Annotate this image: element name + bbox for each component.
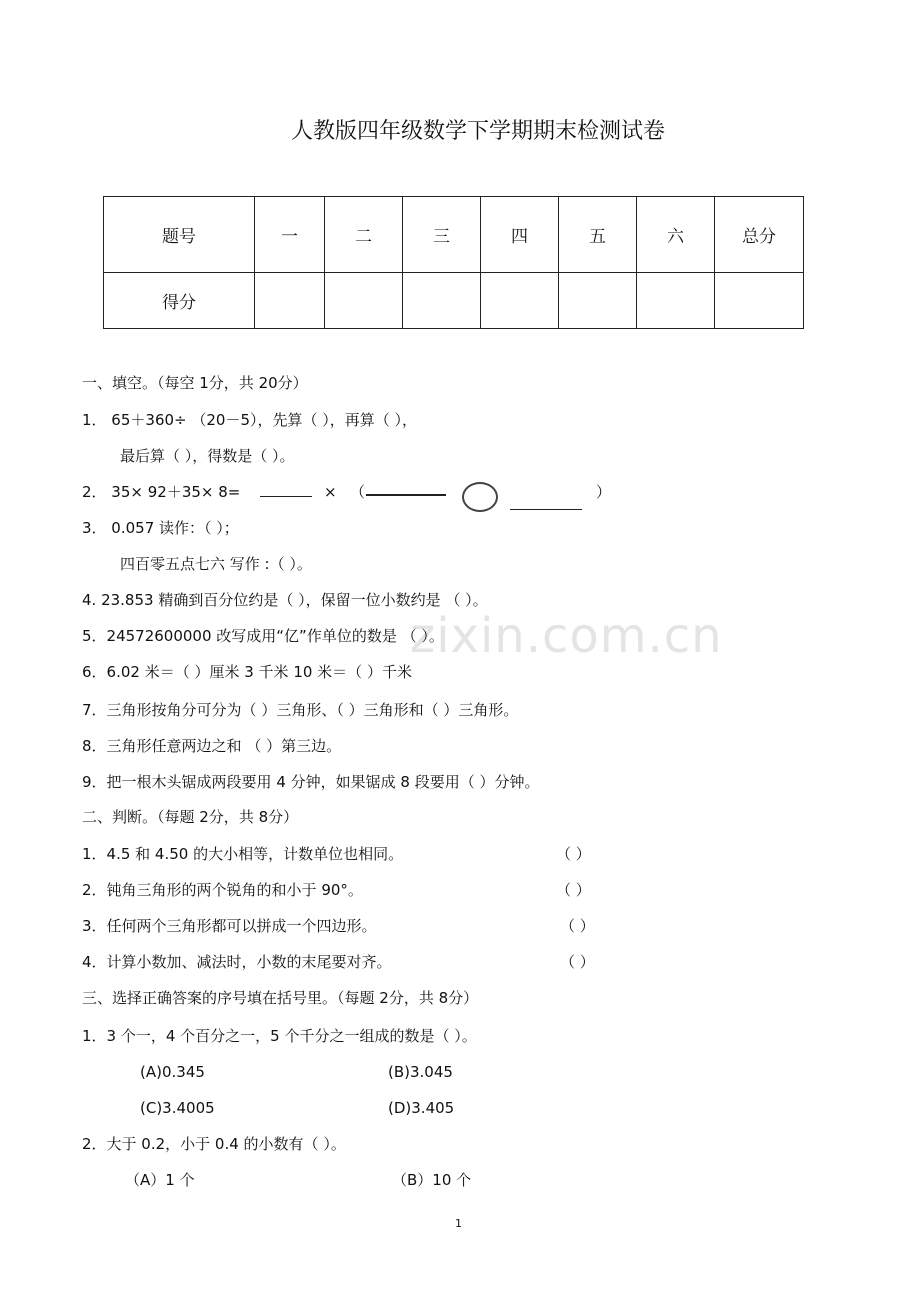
choice-question-1: 1．3 个一，4 个百分之一，5 个千分之一组成的数是（ ）。 [82, 1027, 477, 1045]
header-cell: 六 [637, 197, 715, 273]
score-table [103, 196, 804, 329]
score-cell[interactable] [715, 273, 804, 329]
question-5: 5．24572600000 改写成用“亿”作单位的数是 （ ）。 [82, 627, 444, 645]
q2-paren-open: （ [350, 483, 366, 501]
header-cell: 题号 [104, 197, 255, 273]
judge-question-2: 2．钝角三角形的两个锐角的和小于 90°。 [82, 881, 363, 899]
question-3-cont: 四百零五点七六 写作 :（ ）。 [120, 555, 312, 573]
score-cell[interactable] [481, 273, 559, 329]
score-cell[interactable] [325, 273, 403, 329]
q2-times: × [324, 483, 337, 501]
option-b[interactable]: (B)3.045 [388, 1063, 453, 1081]
q2-paren-close: ） [596, 483, 612, 501]
header-cell: 总分 [715, 197, 804, 273]
judge-question-1: 1．4.5 和 4.50 的大小相等，计数单位也相同。 [82, 845, 404, 863]
question-3: 3． 0.057 读作：（ ）； [82, 519, 239, 537]
operator-circle [462, 482, 498, 512]
option-a[interactable]: （A）1 个 [125, 1171, 195, 1189]
question-1: 1． 65＋360÷ （20－5），先算（ ），再算（ ）， [82, 411, 418, 429]
option-d[interactable]: (D)3.405 [388, 1099, 455, 1117]
blank-line [260, 496, 312, 497]
question-4: 4. 23.853 精确到百分位约是（ ），保留一位小数约是 （ ）。 [82, 591, 488, 609]
option-a[interactable]: (A)0.345 [140, 1063, 205, 1081]
question-8: 8．三角形任意两边之和 （ ）第三边。 [82, 737, 342, 755]
header-cell: 三 [403, 197, 481, 273]
judge-answer-paren[interactable]: （ ） [560, 917, 595, 935]
question-7: 7．三角形按角分可分为（ ）三角形、（ ）三角形和（ ）三角形。 [82, 701, 519, 719]
judge-question-4: 4．计算小数加、减法时，小数的末尾要对齐。 [82, 953, 392, 971]
score-label: 得分 [104, 273, 255, 329]
page-title: 人教版四年级数学下学期期末检测试卷 [290, 119, 665, 144]
option-b[interactable]: （B）10 个 [392, 1171, 472, 1189]
section-heading-2: 二、判断。（每题 2分，共 8分） [82, 808, 299, 826]
blank-line [366, 494, 446, 496]
watermark: zixin.com.cn [410, 608, 723, 664]
score-cell[interactable] [637, 273, 715, 329]
section-heading-1: 一、填空。（每空 1分，共 20分） [82, 374, 308, 392]
option-c[interactable]: (C)3.4005 [140, 1099, 215, 1117]
question-1-cont: 最后算（ ），得数是（ ）。 [120, 447, 295, 465]
table-score-row [104, 273, 804, 329]
judge-question-3: 3．任何两个三角形都可以拼成一个四边形。 [82, 917, 377, 935]
choice-question-2: 2．大于 0.2，小于 0.4 的小数有（ ）。 [82, 1135, 346, 1153]
score-cell[interactable] [559, 273, 637, 329]
judge-answer-paren[interactable]: （ ） [560, 953, 595, 971]
header-cell: 一 [255, 197, 325, 273]
question-6: 6．6.02 米＝（ ）厘米 3 千米 10 米＝（ ）千米 [82, 663, 412, 681]
question-2: 2． 35× 92＋35× 8= [82, 483, 241, 501]
section-heading-3: 三、选择正确答案的序号填在括号里。（每题 2分，共 8分） [82, 989, 479, 1007]
blank-line [510, 509, 582, 510]
header-cell: 四 [481, 197, 559, 273]
page-number: 1 [455, 1217, 462, 1230]
table-header-row [104, 197, 804, 273]
judge-answer-paren[interactable]: （ ） [556, 881, 591, 899]
question-9: 9．把一根木头锯成两段要用 4 分钟，如果锯成 8 段要用（ ）分钟。 [82, 773, 540, 791]
judge-answer-paren[interactable]: （ ） [556, 845, 591, 863]
score-cell[interactable] [255, 273, 325, 329]
header-cell: 五 [559, 197, 637, 273]
score-cell[interactable] [403, 273, 481, 329]
header-cell: 二 [325, 197, 403, 273]
